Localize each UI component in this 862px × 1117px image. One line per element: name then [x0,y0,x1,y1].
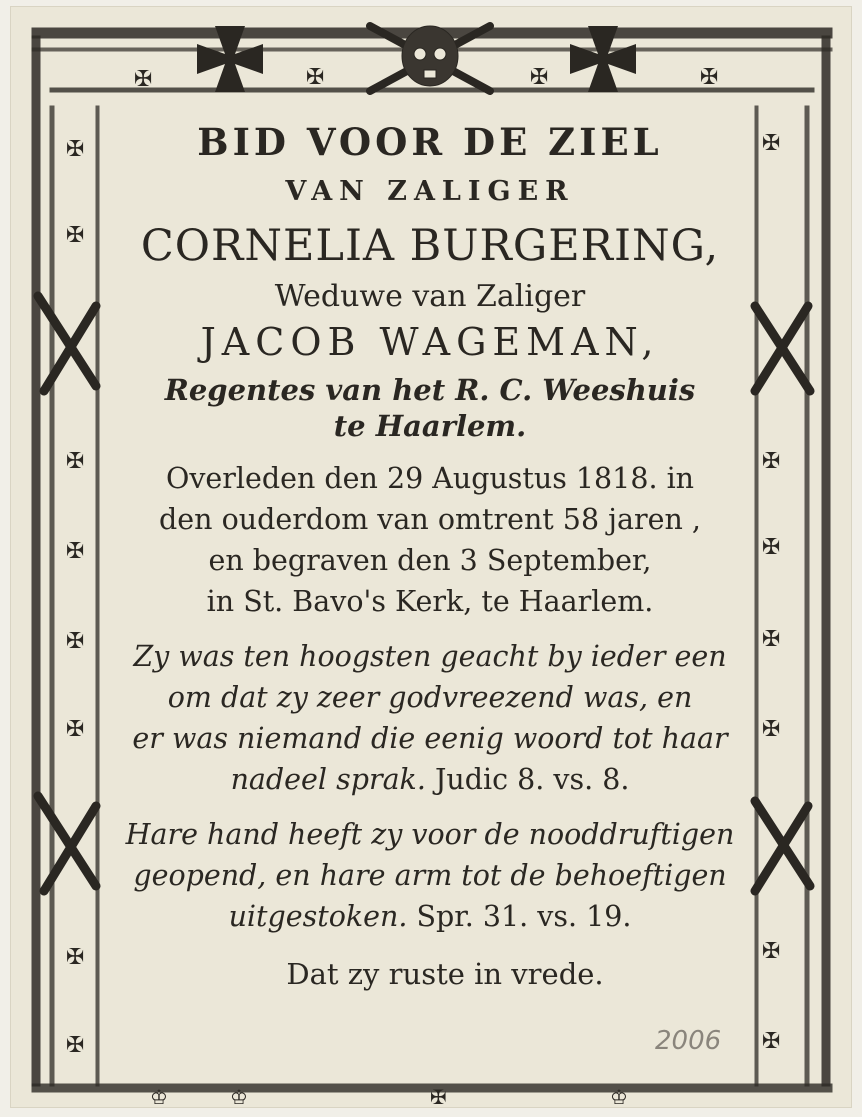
svg-text:✠: ✠ [762,535,781,560]
svg-text:✠: ✠ [66,539,85,564]
svg-text:✠: ✠ [530,65,549,90]
scripture-quote-proverbs [110,814,750,937]
heading-van-zaliger: VAN ZALIGER [285,176,575,207]
role-block [110,372,750,444]
svg-text:♔: ♔ [150,1085,168,1108]
svg-text:✠: ✠ [306,65,325,90]
death-line: en begraven den 3 September, [208,544,652,577]
svg-text:✠: ✠ [762,449,781,474]
quote-line: Hare hand heeft zy voor de nooddruftigen [125,818,735,851]
husband-name: JACOB WAGEMAN, [200,320,660,364]
memorial-card [10,6,852,1108]
svg-text:♔: ♔ [230,1085,248,1108]
skull-crossbones-icon [370,26,490,91]
quote-italic-end: nadeel sprak. [230,763,426,796]
svg-text:✠: ✠ [66,137,85,162]
svg-text:✠: ✠ [700,65,719,90]
svg-text:✠: ✠ [66,717,85,742]
svg-text:✠: ✠ [66,629,85,654]
death-line: Overleden den 29 Augustus 1818. in [165,462,695,495]
quote-line [110,896,750,937]
svg-text:✠: ✠ [66,449,85,474]
widow-line: Weduwe van Zaliger [274,279,586,314]
death-details [110,458,750,622]
quote-line: om dat zy zeer godvreezend was, en [167,681,693,714]
death-line: in St. Bavo's Kerk, te Haarlem. [206,585,654,618]
closing-line: Dat zy ruste in vrede. [286,957,604,991]
svg-text:♔: ♔ [610,1085,628,1108]
svg-text:✠: ✠ [66,223,85,248]
scripture-quote-judith [110,636,750,800]
memorial-text [110,110,750,991]
scripture-reference: Spr. 31. vs. 19. [407,900,632,933]
svg-text:✠: ✠ [66,1033,85,1058]
svg-text:✠: ✠ [430,1085,447,1108]
svg-text:✠: ✠ [66,945,85,970]
quote-line: Zy was ten hoogsten geacht by ieder een [133,640,727,673]
death-line: den ouderdom van omtrent 58 jaren , [159,503,701,536]
svg-text:✠: ✠ [134,67,153,92]
svg-text:✠: ✠ [762,1029,781,1054]
handwritten-number: 2006 [655,1026,722,1056]
quote-line: er was niemand die eenig woord tot haar [132,722,728,755]
role-line: Regentes van het R. C. Weeshuis [164,373,696,407]
svg-text:✠: ✠ [762,717,781,742]
scripture-reference: Judic 8. vs. 8. [425,763,630,796]
svg-text:✠: ✠ [762,939,781,964]
deceased-name: CORNELIA BURGERING, [140,221,720,271]
quote-line [110,759,750,800]
heading-bid-voor-de-ziel: BID VOOR DE ZIEL [197,120,663,164]
svg-text:✠: ✠ [762,131,781,156]
quote-line: geopend, en hare arm tot de behoeftigen [133,859,727,892]
svg-text:✠: ✠ [762,627,781,652]
quote-italic-end: uitgestoken. [228,900,408,933]
role-line: te Haarlem. [333,409,527,443]
